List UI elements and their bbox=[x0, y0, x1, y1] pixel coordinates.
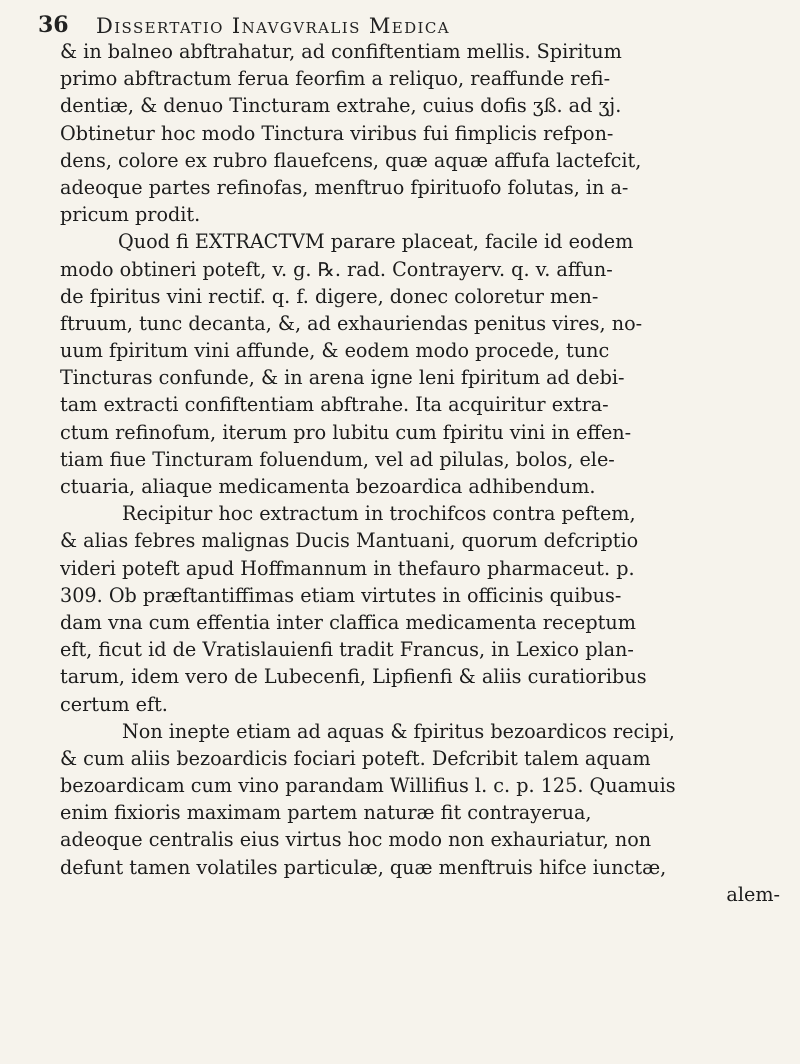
text-line: adeoque centralis eius virtus hoc modo non exhauriatur, non bbox=[60, 828, 652, 852]
text-line: ftruum, tunc decanta, &, ad exhauriendas penitus vires, no- bbox=[60, 311, 643, 335]
text-line: ctum refinofum, iterum pro lubitu cum fpiritu vini in effen- bbox=[60, 420, 632, 444]
text-line: adeoque partes refinofas, menftruo fpirituofo folutas, in a- bbox=[60, 175, 629, 199]
catchword: alem- bbox=[726, 882, 780, 906]
paragraph-start-line: Quod fi EXTRACTVM parare placeat, facile id eodem bbox=[118, 230, 634, 254]
text-line: Tincturas confunde, & in arena igne leni fpiritum ad debi- bbox=[60, 366, 625, 390]
text-line: & cum aliis bezoardicis fociari poteft. Defcribit talem aquam bbox=[60, 746, 651, 770]
text-line: & alias febres malignas Ducis Mantuani, quorum defcriptio bbox=[60, 529, 639, 553]
text-line: dens, colore ex rubro flauefcens, quæ aquæ affufa lactefcit, bbox=[60, 148, 642, 172]
text-line: Obtinetur hoc modo Tinctura viribus fui fimplicis refpon- bbox=[60, 121, 614, 145]
text-line: eft, ficut id de Vratislauienfi tradit Francus, in Lexico plan- bbox=[60, 638, 634, 662]
text-line: & in balneo abftrahatur, ad confiftentiam mellis. Spiritum bbox=[60, 40, 622, 63]
text-line: 309. Ob præftantiffimas etiam virtutes in officinis quibus- bbox=[60, 583, 622, 607]
text-line: dam vna cum effentia inter claffica medicamenta receptum bbox=[60, 610, 636, 634]
text-line: primo abftractum ferua feorfim a reliquo, reaffunde refi- bbox=[60, 67, 611, 91]
page-number: 36 bbox=[38, 12, 69, 38]
text-line: videri poteft apud Hoffmannum in thefauro pharmaceut. p. bbox=[60, 556, 635, 580]
text-line: tiam fiue Tincturam foluendum, vel ad pilulas, bolos, ele- bbox=[60, 447, 615, 471]
paragraph-start-line: Recipitur hoc extractum in trochifcos contra peftem, bbox=[122, 502, 636, 526]
text-line: certum eft. bbox=[60, 692, 168, 716]
text-line: pricum prodit. bbox=[60, 203, 201, 227]
text-line: uum fpiritum vini affunde, & eodem modo procede, tunc bbox=[60, 339, 610, 363]
text-line: bezoardicam cum vino parandam Willifius l. c. p. 125. Quamuis bbox=[60, 774, 676, 798]
running-head: Dissertatio Inavgvralis Medica bbox=[96, 14, 450, 38]
text-line: tam extracti confiftentiam abftrahe. Ita acquiritur extra- bbox=[60, 393, 609, 417]
text-line: defunt tamen volatiles particulæ, quæ menftruis hifce iunctæ, bbox=[60, 855, 667, 879]
text-line: modo obtineri poteft, v. g. ℞. rad. Contrayerv. q. v. affun- bbox=[60, 257, 613, 281]
text-line: tarum, idem vero de Lubecenfi, Lipfienfi & aliis curatioribus bbox=[60, 665, 647, 689]
text-line: ctuaria, aliaque medicamenta bezoardica adhibendum. bbox=[60, 475, 596, 498]
text-line: de fpiritus vini rectif. q. f. digere, donec coloretur men- bbox=[60, 284, 599, 308]
text-line: enim fixioris maximam partem naturæ fit contrayerua, bbox=[60, 801, 592, 825]
paragraph-start-line: Non inepte etiam ad aquas & fpiritus bezoardicos recipi, bbox=[122, 719, 675, 743]
body-text bbox=[60, 38, 780, 908]
text-line: dentiæ, & denuo Tincturam extrahe, cuius dofis ʒß. ad ʒj. bbox=[60, 94, 622, 118]
